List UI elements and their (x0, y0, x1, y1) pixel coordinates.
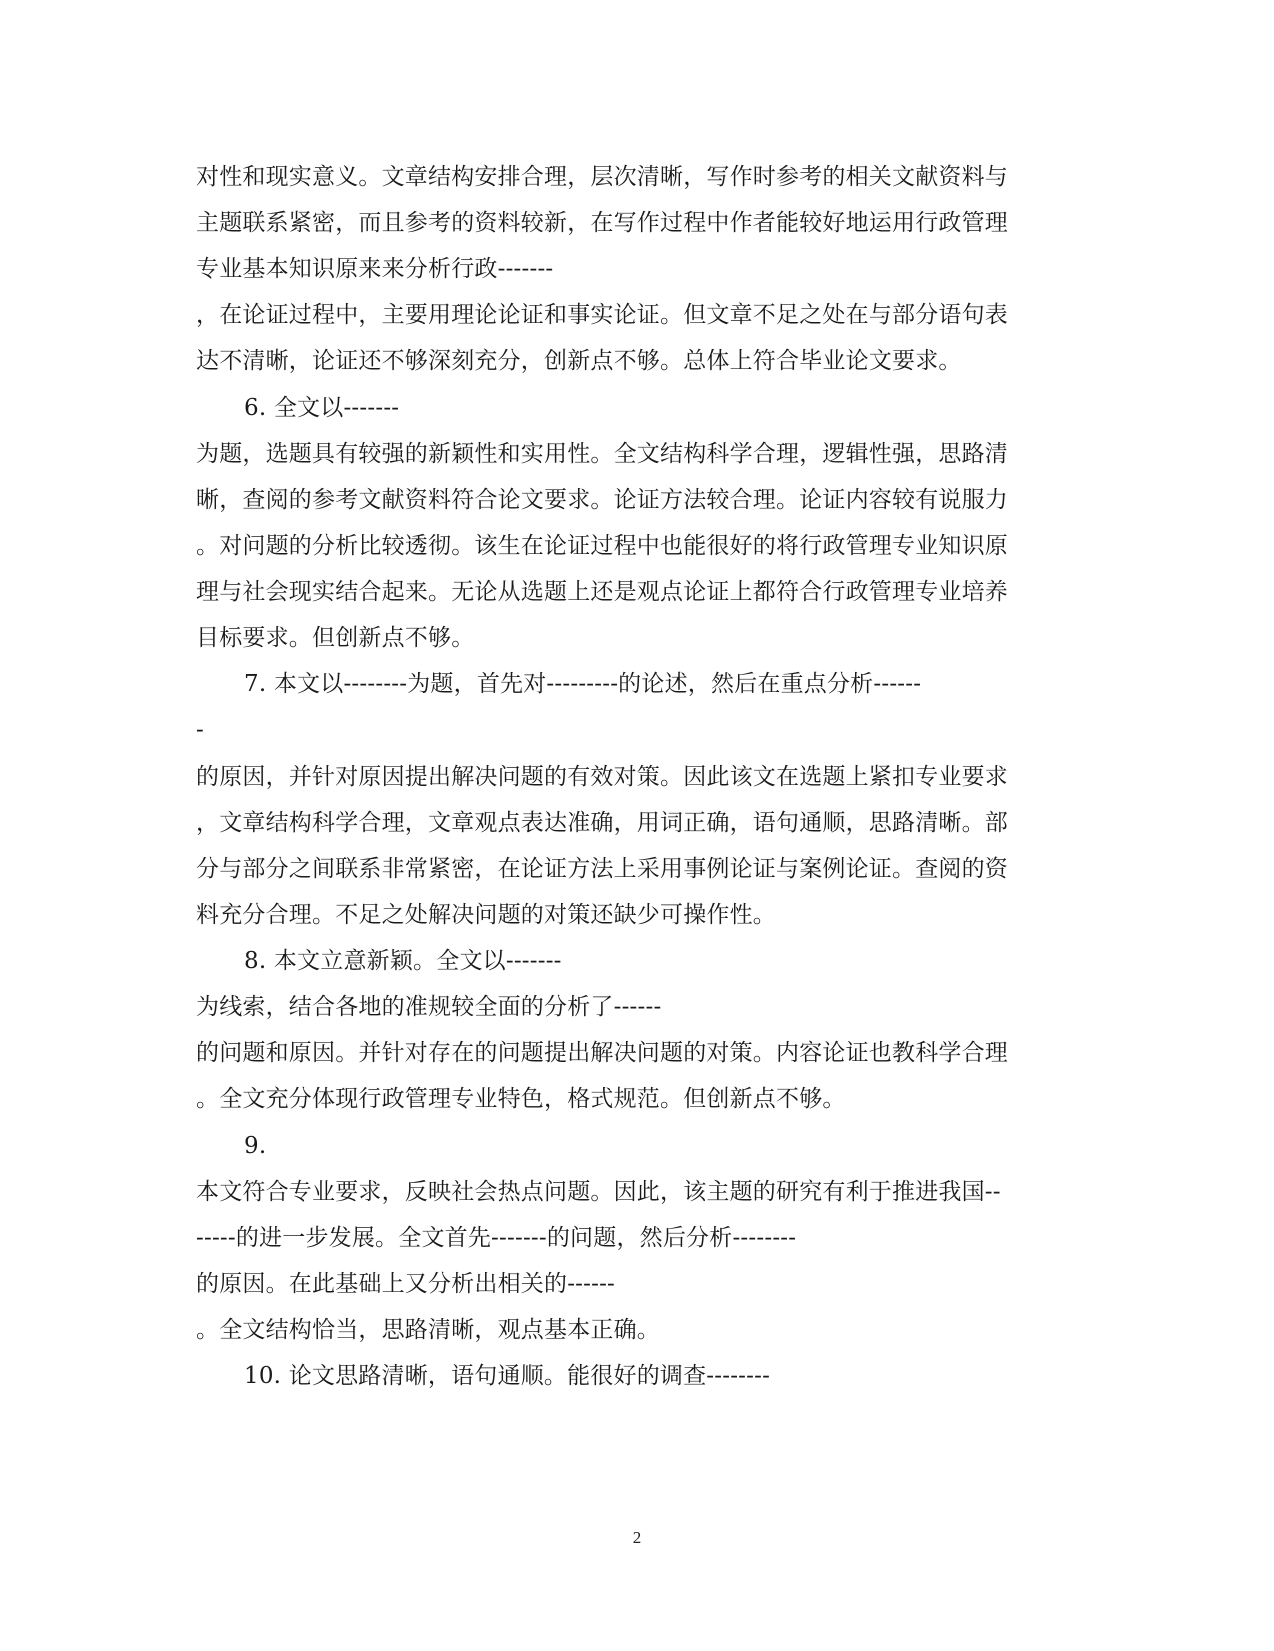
text-line: 的原因，并针对原因提出解决问题的有效对策。因此该文在选题上紧扣专业要求 (196, 764, 1008, 790)
page-number: 2 (632, 1528, 642, 1547)
list-item-number: 6. 全文以------- (244, 395, 400, 421)
text-line: 为题，选题具有较强的新颖性和实用性。全文结构科学合理，逻辑性强，思路清 (196, 441, 1008, 467)
text-line: 分与部分之间联系非常紧密，在论证方法上采用事例论证与案例论证。查阅的资 (196, 856, 1008, 882)
text-line: 对性和现实意义。文章结构安排合理，层次清晰，写作时参考的相关文献资料与 (196, 164, 1008, 190)
list-item-number: 9. (244, 1133, 267, 1159)
text-line: 晰，查阅的参考文献资料符合论文要求。论证方法较合理。论证内容较有说服力 (196, 487, 1008, 513)
list-item-number: 10. 论文思路清晰，语句通顺。能很好的调查-------- (244, 1363, 771, 1389)
text-line: 的原因。在此基础上又分析出相关的------ (196, 1271, 616, 1297)
text-line: 本文符合专业要求，反映社会热点问题。因此，该主题的研究有利于推进我国-- (196, 1179, 1001, 1205)
text-line: 料充分合理。不足之处解决问题的对策还缺少可操作性。 (196, 902, 776, 928)
text-line: 的问题和原因。并针对存在的问题提出解决问题的对策。内容论证也教科学合理 (196, 1040, 1008, 1066)
text-line: -----的进一步发展。全文首先-------的问题，然后分析-------- (196, 1225, 797, 1251)
text-line: ，在论证过程中，主要用理论论证和事实论证。但文章不足之处在与部分语句表 (196, 302, 1008, 328)
text-line: 。对问题的分析比较透彻。该生在论证过程中也能很好的将行政管理专业知识原 (196, 533, 1008, 559)
text-line: 达不清晰，论证还不够深刻充分，创新点不够。总体上符合毕业论文要求。 (196, 348, 962, 374)
text-line: ，文章结构科学合理，文章观点表达准确，用词正确，语句通顺，思路清晰。部 (196, 810, 1008, 836)
text-line: 。全文结构恰当，思路清晰，观点基本正确。 (196, 1317, 660, 1343)
list-item-number: 7. 本文以--------为题，首先对---------的论述，然后在重点分析------ (244, 671, 922, 697)
text-line: - (196, 717, 204, 743)
text-line: 目标要求。但创新点不够。 (196, 625, 475, 651)
text-line: 主题联系紧密，而且参考的资料较新，在写作过程中作者能较好地运用行政管理 (196, 210, 1008, 236)
text-line: 专业基本知识原来来分析行政------- (196, 256, 554, 282)
text-line: 。全文充分体现行政管理专业特色，格式规范。但创新点不够。 (196, 1086, 846, 1112)
text-line: 为线索，结合各地的准规较全面的分析了------ (196, 994, 662, 1020)
list-item-number: 8. 本文立意新颖。全文以------- (244, 948, 562, 974)
text-line: 理与社会现实结合起来。无论从选题上还是观点论证上都符合行政管理专业培养 (196, 579, 1008, 605)
